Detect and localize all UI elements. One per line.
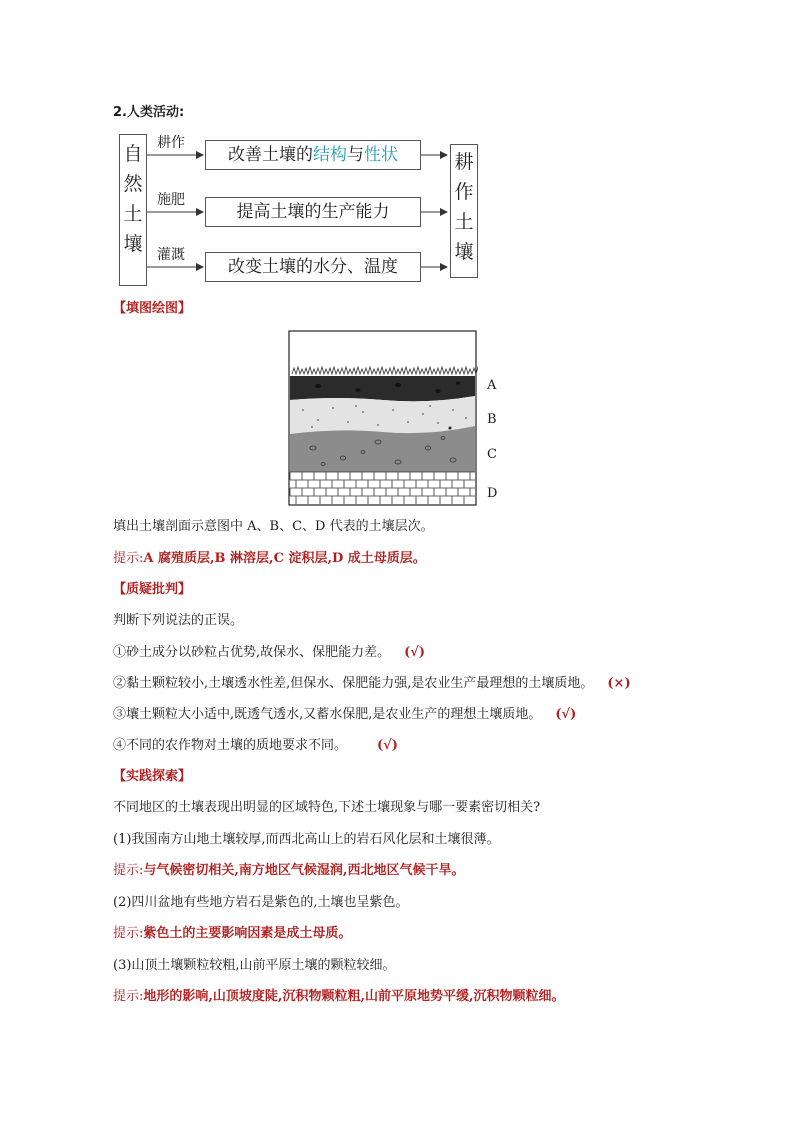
judge-item: [113, 644, 425, 662]
effect-box: [205, 197, 421, 227]
judge-item-text: ③壤土颗粒大小适中,既透气透水,又蓄水保肥,是农业生产的理想土壤质地。: [113, 707, 542, 722]
effect-text: 与: [347, 145, 364, 165]
layer-label-d: D: [487, 486, 498, 501]
layer-label-a: A: [487, 378, 497, 393]
hint-text: 紫色土的主要影响因素是成土母质。: [143, 926, 352, 941]
soil-profile-figure: [288, 330, 478, 506]
judge-mark: (√): [555, 707, 577, 722]
hint-label: 提示:: [113, 989, 144, 1004]
section-heading: 2.人类活动:: [113, 105, 185, 120]
judge-item-text: ①砂土成分以砂粒占优势,故保水、保肥能力差。: [113, 645, 391, 660]
action-label: 施肥: [157, 192, 185, 208]
effect-highlight: 结构: [313, 145, 347, 165]
layer-c: [290, 426, 475, 472]
judge-item-text: ②黏土颗粒较小,土壤透水性差,但保水、保肥能力强,是农业生产最理想的土壤质地。: [113, 676, 594, 691]
layer-label-b: B: [487, 412, 497, 427]
natural-soil-char: 壤: [123, 233, 143, 255]
layer-b: [290, 396, 475, 434]
practice-question: (1)我国南方山地土壤较厚,而西北高山上的岩石风化层和土壤很薄。: [113, 832, 500, 847]
effect-text: 改变土壤的水分、温度: [228, 257, 398, 277]
action-label: 灌溉: [157, 247, 185, 263]
action-label: 耕作: [157, 135, 185, 151]
layer-a: [290, 376, 475, 401]
judge-intro: 判断下列说法的正误。: [113, 613, 244, 628]
effect-highlight: 性状: [364, 145, 398, 165]
cultivated-soil-char: 壤: [454, 241, 474, 263]
fill-section-title: 【填图绘图】: [113, 301, 192, 316]
cultivated-soil-char: 耕: [454, 151, 474, 173]
practice-intro: 不同地区的土壤表现出明显的区域特色,下述土壤现象与哪一要素密切相关?: [113, 800, 541, 815]
hint-label: 提示:: [113, 863, 144, 878]
layer-label-c: C: [487, 447, 497, 462]
judge-mark: (×): [607, 676, 631, 691]
judge-section-title: 【质疑批判】: [113, 582, 192, 597]
human-activity-diagram: [113, 130, 483, 290]
hint-text: A 腐殖质层,B 淋溶层,C 淀积层,D 成土母质层。: [143, 551, 426, 566]
judge-item: [113, 737, 398, 755]
judge-item-text: ④不同的农作物对土壤的质地要求不同。: [113, 738, 348, 753]
cultivated-soil-char: 作: [454, 181, 474, 203]
practice-answer: [113, 862, 464, 880]
effect-box: [205, 252, 421, 282]
hint-label: 提示:: [113, 926, 144, 941]
judge-item: [113, 675, 631, 693]
effect-text: 提高土壤的生产能力: [236, 202, 390, 222]
practice-question: (3)山顶土壤颗粒较粗,山前平原土壤的颗粒较细。: [113, 958, 396, 973]
judge-mark: (√): [377, 738, 398, 753]
hint-label: 提示:: [113, 551, 144, 566]
practice-section-title: 【实践探索】: [113, 769, 192, 784]
judge-item: [113, 706, 576, 724]
hint-text: 与气候密切相关,南方地区气候湿润,西北地区气候干旱。: [143, 863, 465, 878]
fill-hint: [113, 550, 426, 568]
practice-question: (2)四川盆地有些地方岩石是紫色的,土壤也呈紫色。: [113, 895, 409, 910]
judge-mark: (√): [404, 645, 425, 660]
cultivated-soil-char: 土: [454, 211, 474, 233]
natural-soil-char: 土: [123, 203, 143, 225]
effect-box: [205, 140, 421, 170]
practice-answer: [113, 988, 565, 1006]
natural-soil-char: 自: [123, 143, 143, 165]
fill-question: 填出土壤剖面示意图中 A、B、C、D 代表的土壤层次。: [113, 519, 434, 534]
hint-text: 地形的影响,山顶坡度陡,沉积物颗粒粗,山前平原地势平缓,沉积物颗粒细。: [143, 989, 565, 1004]
effect-text: 改善土壤的: [228, 145, 313, 165]
natural-soil-char: 然: [123, 173, 143, 195]
practice-answer: [113, 925, 351, 943]
